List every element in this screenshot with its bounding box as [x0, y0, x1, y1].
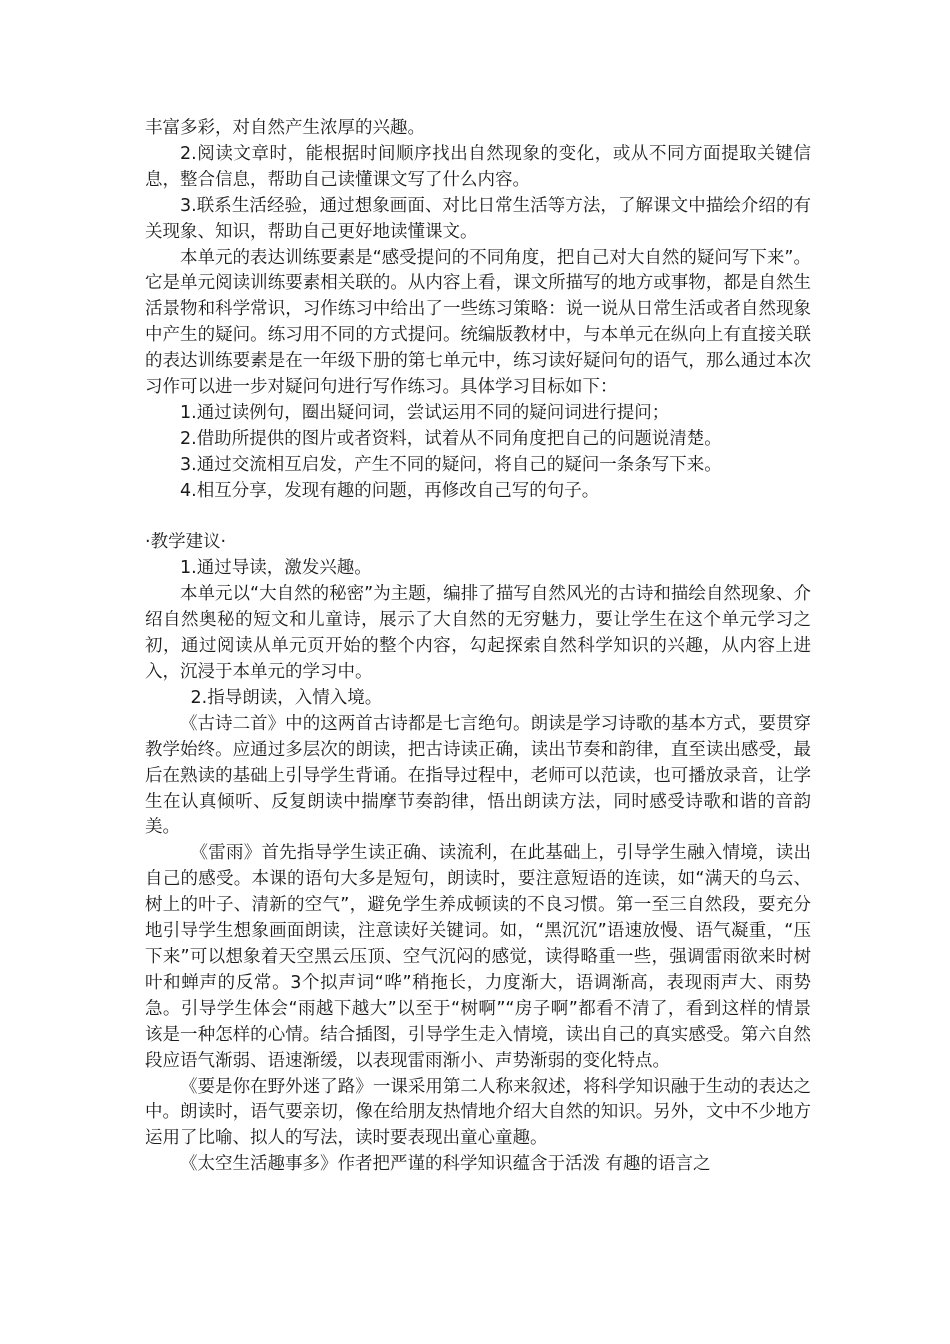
section-heading: ·教学建议· [145, 532, 227, 553]
writing-goal-1: 1.通过读例句，圈出疑问词，尝试运用不同的疑问词进行提问； [180, 402, 670, 423]
thunderstorm-paragraph: 《雷雨》首先指导学生读正确、读流利，在此基础上，引导学生融入情境，读出自己的感受。本课的语句大多是短句，朗读时，要注意短语的连读，如“满天的乌云、树上的叶子、清新的空气”，避免学生养成顿读的不良习惯。第一至三自然段，要充分地引导学生想象画面朗读，注意读好关键词。如，“黑沉沉”语速放慢、语气凝重，“压下来”可以想象着天空黑云压顶、空气沉闷的感觉，读得略重一些，强调雷雨欲来时树叶和蝉声的反常。3个拟声词“哗”稍拖长，力度渐大，语调渐高，表现雨声大、雨势急。引导学生体会“雨越下越大”以至于“树啊”“房子啊”都看不清了，看到这样的情景该是一种怎样的心情。结合插图，引导学生走入情境，读出自己的真实感受。第六自然段应语气渐弱、语速渐缓，以表现雷雨渐小、声势渐弱的变化特点。 [145, 843, 811, 1071]
writing-goal-4: 4.相互分享，发现有趣的问题，再修改自己写的句子。 [180, 480, 600, 501]
lost-in-wild-paragraph: 《要是你在野外迷了路》一课采用第二人称来叙述，将科学知识融于生动的表达之中。朗读时，语气要亲切，像在给朋友热情地介绍大自然的知识。另外，文中不少地方运用了比喻、拟人的写法，读时要表现出童心童趣。 [145, 1076, 811, 1149]
expression-requirement-paragraph: 本单元的表达训练要素是“感受提问的不同角度，把自己对大自然的疑问写下来”。它是单元阅读训练要素相关联的。从内容上看，课文所描写的地方或事物，都是自然生活景物和科学常识，习作练习中给出了一些练习策略：说一说从日常生活或者自然现象中产生的疑问。练习用不同的方式提问。统编版教材中，与本单元在纵向上有直接关联的表达训练要素是在一年级下册的第七单元中，练习读好疑问句的语气，那么通过本次习作可以进一步对疑问句进行写作练习。具体学习目标如下： [145, 247, 811, 398]
paragraph-continuation: 丰富多彩，对自然产生浓厚的兴趣。 [145, 118, 425, 138]
reading-goal-3: 3.联系生活经验，通过想象画面、对比日常生活等方法，了解课文中描绘介绍的有关现象、知识，帮助自己更好地读懂课文。 [145, 195, 811, 242]
ancient-poems-paragraph: 《古诗二首》中的这两首古诗都是七言绝句。朗读是学习诗歌的基本方式，要贯穿教学始终。应通过多层次的朗读，把古诗读正确，读出节奏和韵律，直至读出感受，最后在熟读的基础上引导学生背诵。在指导过程中，老师可以范读，也可播放录音，让学生在认真倾听、反复朗读中揣摩节奏韵律，悟出朗读方法，同时感受诗歌和谐的音韵美。 [145, 713, 811, 838]
body-text [145, 116, 811, 1178]
writing-goal-2: 2.借助所提供的图片或者资料，试着从不同角度把自己的问题说清楚。 [180, 428, 722, 449]
suggestion-1-title: 1.通过导读，激发兴趣。 [180, 558, 372, 579]
suggestion-2-title: 2.指导朗读，入情入境。 [190, 687, 383, 708]
suggestion-1-body: 本单元以“大自然的秘密”为主题，编排了描写自然风光的古诗和描绘自然现象、介绍自然奥秘的短文和儿童诗，展示了大自然的无穷魅力，要让学生在这个单元学习之初，通过阅读从单元页开始的整个内容，勾起探索自然科学知识的兴趣，从内容上进入，沉浸于本单元的学习中。 [145, 584, 811, 683]
writing-goal-3: 3.通过交流相互启发，产生不同的疑问，将自己的疑问一条条写下来。 [180, 454, 722, 475]
reading-goal-2: 2.阅读文章时，能根据时间顺序找出自然现象的变化，或从不同方面提取关键信息，整合信息，帮助自己读懂课文写了什么内容。 [145, 143, 811, 190]
space-life-paragraph: 《太空生活趣事多》作者把严谨的科学知识蕴含于活泼 有趣的语言之 [180, 1154, 711, 1175]
blank-line [145, 505, 811, 531]
